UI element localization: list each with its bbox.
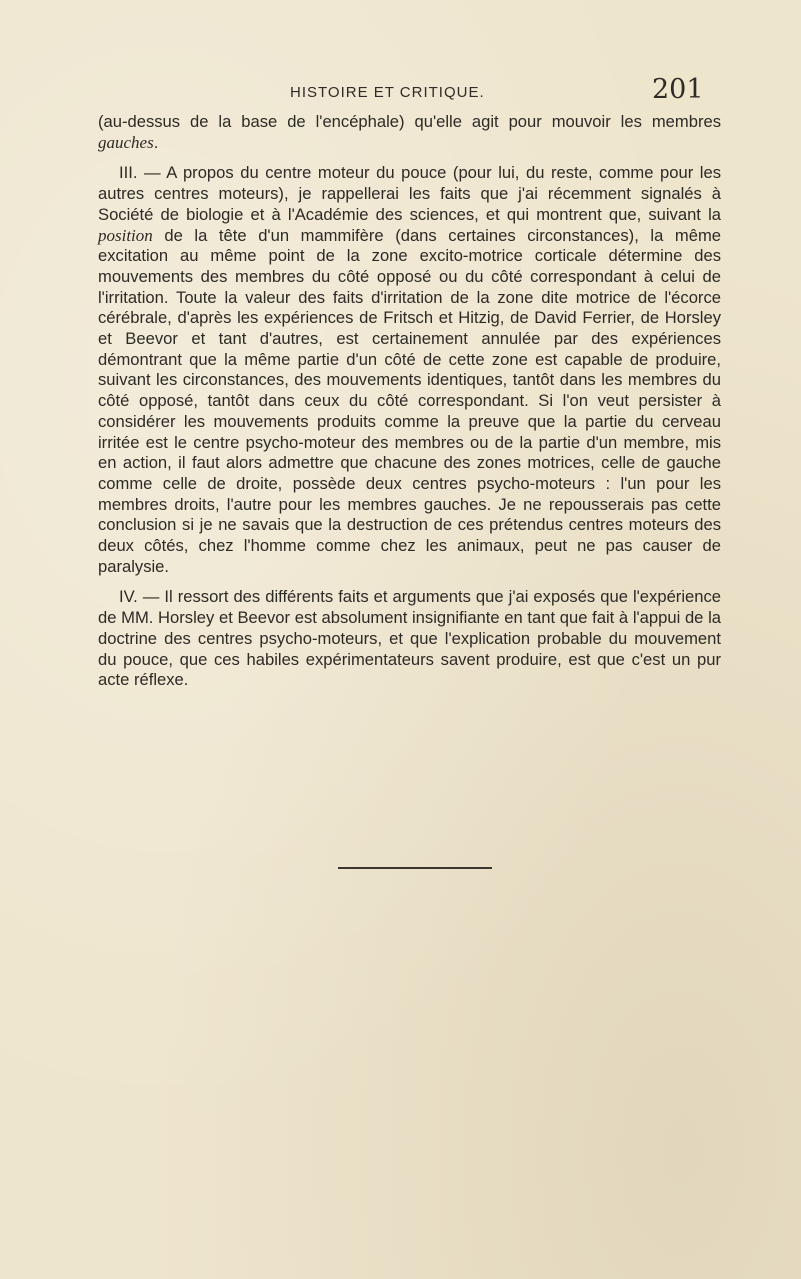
paragraph-0-text-a: (au-dessus de la base de l'encéphale) qu'elle agit pour mouvoir les membres xyxy=(98,112,721,131)
paragraph-1-text-a: III. — A propos du centre moteur du pouce (pour lui, du reste, comme pour les autres centres moteurs), je rappellerai les faits que j'ai récemment signalés à Société de biologie et à l'Académie des sciences, et qui montrent que, suivant la xyxy=(98,163,721,224)
paragraph-section-iii xyxy=(98,163,721,577)
end-rule xyxy=(338,867,492,869)
paragraph-1-text-b: de la tête d'un mammifère (dans certaines circonstances), la même excitation au même point de la zone excito-motrice corticale détermine des mouvements des membres du côté opposé ou du côté correspondant à celui de l'irritation. Toute la valeur des faits d'irritation de la zone dite motrice de l'écorce cérébrale, d'après les expériences de Fritsch et Hitzig, de David Ferrier, de Horsley et Beevor et tant d'autres, est certainement annulée par des expériences démontrant que la même partie d'un côté de cette zone est capable de produire, suivant les circonstances, des mouvements identiques, tantôt dans les membres du côté opposé, tantôt dans ceux du côté correspondant. Si l'on veut persister à considérer les mouvements produits comme la preuve que la partie du cerveau irritée est le centre psycho-moteur des membres ou de la partie d'un membre, mis en action, il faut alors admettre que chacune des zones motrices, celle de gauche comme celle de droite, possède deux centres psycho-moteurs : l'un pour les membres droits, l'autre pour les membres gauches. Je ne repousserais pas cette conclusion si je ne savais que la destruction de ces prétendus centres moteurs des deux côtés, chez l'homme comme chez les animaux, peut ne pas causer de paralysie. xyxy=(98,225,721,576)
paragraph-0-italic: gauches xyxy=(98,132,154,152)
body-text xyxy=(98,112,721,691)
paragraph-0-text-b: . xyxy=(153,132,159,152)
paragraph-continuation xyxy=(98,112,721,153)
paragraph-section-iv: IV. — Il ressort des différents faits et arguments que j'ai exposés que l'expérience de MM. Horsley et Beevor est absolument insignifiante en tant que fait à l'appui de la doctrine des centres psycho-moteurs, et que l'explication probable du mouvement du pouce, que ces habiles expérimentateurs savent produire, est que c'est un pur acte réflexe. xyxy=(98,587,721,690)
running-title: HISTOIRE ET CRITIQUE. xyxy=(290,84,485,101)
page-number: 201 xyxy=(652,74,704,105)
paragraph-1-italic: position xyxy=(98,225,153,245)
